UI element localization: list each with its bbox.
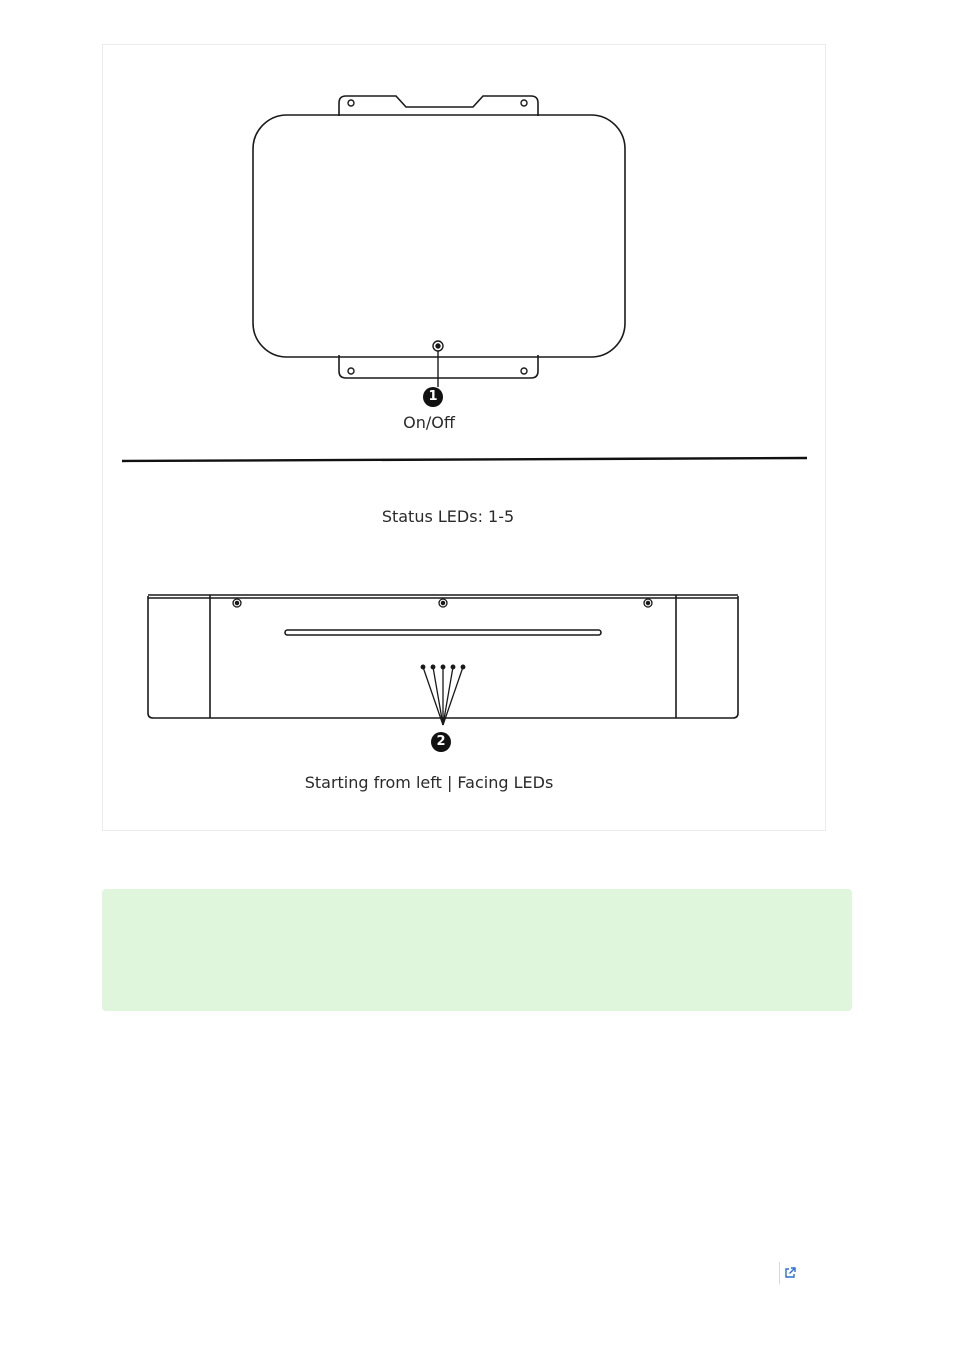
- power-button: [433, 341, 443, 387]
- bottom-screws: [233, 599, 652, 607]
- device-diagram-drawing: [103, 45, 827, 832]
- top-device-outline: [253, 96, 625, 378]
- on-off-caption: On/Off: [403, 413, 455, 432]
- callout-2-badge: 2: [431, 732, 451, 752]
- status-leds-heading: Status LEDs: 1-5: [381, 507, 515, 526]
- section-divider: [122, 458, 807, 461]
- note-callout-box: [102, 889, 852, 1011]
- led-order-caption: Starting from left | Facing LEDs: [304, 773, 554, 792]
- device-diagram-figure: [102, 44, 826, 831]
- external-link[interactable]: [779, 1262, 799, 1284]
- mounting-holes: [348, 100, 527, 374]
- callout-1-badge: 1: [423, 387, 443, 407]
- led-pointer-lines: [421, 665, 465, 725]
- external-link-icon: [783, 1266, 797, 1280]
